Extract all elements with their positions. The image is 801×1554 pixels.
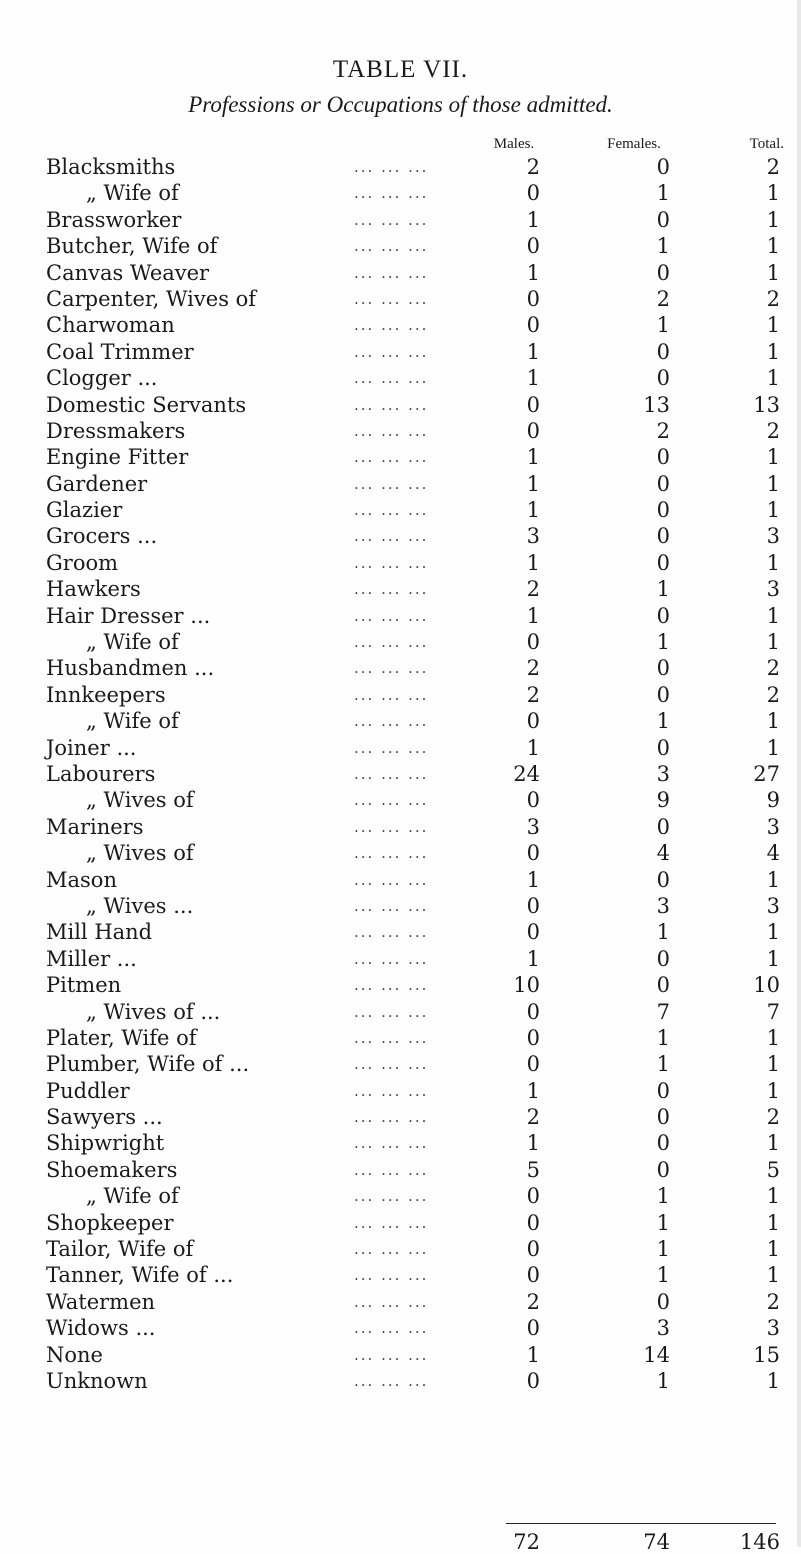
table-row <box>0 339 801 365</box>
females-cell: 1 <box>656 1184 670 1209</box>
females-cell: 0 <box>656 682 670 707</box>
males-cell: 0 <box>526 999 540 1024</box>
leader-dots: ... ... ... <box>354 342 429 361</box>
females-cell: 0 <box>656 814 670 839</box>
occupation-name: Mariners <box>46 814 144 839</box>
table-row <box>0 655 801 681</box>
occupation-name: Tailor, Wife of <box>46 1237 194 1262</box>
females-cell: 1 <box>656 181 670 206</box>
males-cell: 24 <box>513 761 540 786</box>
males-cell: 1 <box>526 1131 540 1156</box>
occupation-name: Pitmen <box>46 973 122 998</box>
leader-dots: ... ... ... <box>354 158 429 176</box>
leader-dots: ... ... ... <box>354 1081 429 1100</box>
females-cell: 0 <box>656 207 670 232</box>
occupation-name: Innkeepers <box>46 682 166 707</box>
males-cell: 2 <box>526 577 540 602</box>
table-row <box>0 1342 801 1368</box>
leader-dots: ... ... ... <box>354 1108 429 1127</box>
occupation-name: „ Wives of ... <box>86 999 221 1024</box>
leader-dots: ... ... ... <box>354 474 429 493</box>
males-cell: 3 <box>526 814 540 839</box>
females-cell: 0 <box>656 155 670 179</box>
total-cell: 1 <box>766 709 780 734</box>
females-cell: 1 <box>656 1210 670 1235</box>
occupation-name: None <box>46 1342 103 1367</box>
females-cell: 0 <box>656 524 670 549</box>
table-row <box>0 1315 801 1341</box>
leader-dots: ... ... ... <box>354 1002 429 1021</box>
occupation-name: Hawkers <box>46 577 141 602</box>
table-row <box>0 1104 801 1130</box>
males-cell: 1 <box>526 1078 540 1103</box>
males-cell: 10 <box>513 973 540 998</box>
females-cell: 0 <box>656 1105 670 1130</box>
table-row <box>0 1025 801 1051</box>
leader-dots: ... ... ... <box>354 976 429 995</box>
females-cell: 3 <box>656 1316 670 1341</box>
females-cell: 1 <box>656 920 670 945</box>
table-row <box>0 946 801 972</box>
leader-dots: ... ... ... <box>354 712 429 731</box>
females-cell: 0 <box>656 339 670 364</box>
females-cell: 1 <box>656 234 670 259</box>
table-row <box>0 1183 801 1209</box>
leader-dots: ... ... ... <box>354 659 429 678</box>
males-cell: 1 <box>526 260 540 285</box>
leader-dots: ... ... ... <box>354 1134 429 1153</box>
total-cell: 1 <box>766 1237 780 1262</box>
occupation-name: Blacksmiths <box>46 155 176 179</box>
occupation-name: Sawyers ... <box>46 1105 163 1130</box>
leader-dots: ... ... ... <box>354 1028 429 1047</box>
total-cell: 3 <box>766 577 780 602</box>
males-cell: 0 <box>526 630 540 655</box>
leader-dots: ... ... ... <box>354 316 429 335</box>
females-cell: 0 <box>656 656 670 681</box>
total-cell: 2 <box>766 656 780 681</box>
occupation-name: „ Wife of <box>86 181 179 206</box>
leader-dots: ... ... ... <box>354 1266 429 1285</box>
table-row <box>0 1368 801 1394</box>
leader-dots: ... ... ... <box>354 949 429 968</box>
total-cell: 3 <box>766 1316 780 1341</box>
females-cell: 0 <box>656 550 670 575</box>
males-cell: 0 <box>526 1210 540 1235</box>
total-cell: 1 <box>766 630 780 655</box>
occupation-name: Engine Fitter <box>46 445 189 470</box>
males-cell: 0 <box>526 1052 540 1077</box>
table-row <box>0 814 801 840</box>
table-row <box>0 392 801 418</box>
total-cell: 1 <box>766 366 780 391</box>
females-cell: 0 <box>656 946 670 971</box>
leader-dots: ... ... ... <box>354 1240 429 1259</box>
females-cell: 7 <box>656 999 670 1024</box>
table-row <box>0 207 801 233</box>
females-cell: 0 <box>656 471 670 496</box>
females-cell: 0 <box>656 366 670 391</box>
total-cell: 1 <box>766 867 780 892</box>
leader-dots: ... ... ... <box>354 501 429 520</box>
leader-dots: ... ... ... <box>354 553 429 572</box>
occupation-name: Coal Trimmer <box>46 339 194 364</box>
males-cell: 1 <box>526 339 540 364</box>
leader-dots: ... ... ... <box>354 844 429 863</box>
table-row <box>0 523 801 549</box>
total-cell: 2 <box>766 418 780 443</box>
occupation-name: Carpenter, Wives of <box>46 286 257 311</box>
occupation-name: „ Wife of <box>86 630 179 655</box>
leader-dots: ... ... ... <box>354 1055 429 1074</box>
total-cell: 15 <box>753 1342 780 1367</box>
females-cell: 0 <box>656 1078 670 1103</box>
total-cell: 7 <box>766 999 780 1024</box>
occupation-name: Unknown <box>46 1368 148 1393</box>
total-cell: 13 <box>753 392 780 417</box>
females-cell: 1 <box>656 577 670 602</box>
table-row <box>0 1130 801 1156</box>
occupation-name: Canvas Weaver <box>46 260 210 285</box>
table-row <box>0 180 801 206</box>
females-cell: 1 <box>656 313 670 338</box>
females-cell: 2 <box>656 286 670 311</box>
leader-dots: ... ... ... <box>354 738 429 757</box>
total-cell: 1 <box>766 445 780 470</box>
occupation-table <box>0 154 801 1394</box>
table-row <box>0 867 801 893</box>
total-cell: 1 <box>766 471 780 496</box>
occupation-name: Dressmakers <box>46 418 186 443</box>
males-cell: 0 <box>526 1368 540 1393</box>
total-cell: 1 <box>766 339 780 364</box>
header-females: Females. <box>607 136 661 152</box>
leader-dots: ... ... ... <box>354 184 429 203</box>
males-cell: 0 <box>526 1316 540 1341</box>
occupation-name: Butcher, Wife of <box>46 234 218 259</box>
occupation-name: Brassworker <box>46 207 182 232</box>
total-cell: 1 <box>766 946 780 971</box>
males-cell: 1 <box>526 445 540 470</box>
table-row <box>0 761 801 787</box>
page-edge <box>797 0 801 1547</box>
table-row <box>0 1236 801 1262</box>
total-cell: 2 <box>766 1105 780 1130</box>
total-cell: 3 <box>766 814 780 839</box>
table-row <box>0 286 801 312</box>
males-cell: 2 <box>526 1289 540 1314</box>
total-cell: 1 <box>766 920 780 945</box>
occupation-name: Miller ... <box>46 946 137 971</box>
occupation-name: Shipwright <box>46 1131 165 1156</box>
females-cell: 1 <box>656 1237 670 1262</box>
occupation-name: Charwoman <box>46 313 175 338</box>
table-row <box>0 629 801 655</box>
leader-dots: ... ... ... <box>354 210 429 229</box>
table-row <box>0 893 801 919</box>
leader-dots: ... ... ... <box>354 448 429 467</box>
table-title: TABLE VII. <box>332 56 469 83</box>
occupation-name: Shopkeeper <box>46 1210 174 1235</box>
total-cell: 10 <box>753 973 780 998</box>
table-row <box>0 840 801 866</box>
males-cell: 2 <box>526 155 540 179</box>
males-cell: 1 <box>526 603 540 628</box>
occupation-name: „ Wife of <box>86 709 179 734</box>
total-cell: 1 <box>766 550 780 575</box>
total-cell: 1 <box>766 207 780 232</box>
table-row <box>0 787 801 813</box>
table-row <box>0 550 801 576</box>
total-cell: 1 <box>766 1131 780 1156</box>
females-cell: 0 <box>656 603 670 628</box>
total-cell: 1 <box>766 1052 780 1077</box>
header-total: Total. <box>749 136 784 152</box>
table-row <box>0 735 801 761</box>
occupation-name: Husbandmen ... <box>46 656 215 681</box>
males-cell: 0 <box>526 1184 540 1209</box>
occupation-name: „ Wife of <box>86 1184 179 1209</box>
total-cell: 1 <box>766 1210 780 1235</box>
males-cell: 0 <box>526 1025 540 1050</box>
males-cell: 0 <box>526 841 540 866</box>
table-row <box>0 999 801 1025</box>
total-cell: 1 <box>766 1078 780 1103</box>
females-cell: 14 <box>643 1342 670 1367</box>
males-cell: 1 <box>526 867 540 892</box>
leader-dots: ... ... ... <box>354 237 429 256</box>
leader-dots: ... ... ... <box>354 1345 429 1364</box>
table-row <box>0 1078 801 1104</box>
total-males: 72 <box>513 1530 540 1554</box>
males-cell: 0 <box>526 418 540 443</box>
females-cell: 0 <box>656 1157 670 1182</box>
table-row <box>0 312 801 338</box>
occupation-name: Tanner, Wife of ... <box>46 1263 234 1288</box>
total-cell: 3 <box>766 893 780 918</box>
table-row <box>0 444 801 470</box>
leader-dots: ... ... ... <box>354 1213 429 1232</box>
leader-dots: ... ... ... <box>354 527 429 546</box>
table-row <box>0 1157 801 1183</box>
total-all: 146 <box>739 1530 780 1554</box>
occupation-name: Grocers ... <box>46 524 158 549</box>
females-cell: 3 <box>656 893 670 918</box>
occupation-name: „ Wives of <box>86 841 194 866</box>
leader-dots: ... ... ... <box>354 1160 429 1179</box>
leader-dots: ... ... ... <box>354 817 429 836</box>
females-cell: 1 <box>656 1052 670 1077</box>
males-cell: 0 <box>526 920 540 945</box>
occupation-name: Groom <box>46 550 119 575</box>
total-cell: 1 <box>766 234 780 259</box>
leader-dots: ... ... ... <box>354 685 429 704</box>
females-cell: 0 <box>656 867 670 892</box>
occupation-name: Labourers <box>46 761 156 786</box>
table-subtitle: Professions or Occupations of those admitted. <box>188 92 613 117</box>
total-cell: 1 <box>766 313 780 338</box>
header-males: Males. <box>493 136 535 152</box>
males-cell: 0 <box>526 788 540 813</box>
males-cell: 2 <box>526 1105 540 1130</box>
total-cell: 1 <box>766 498 780 523</box>
occupation-name: Glazier <box>46 498 123 523</box>
females-cell: 2 <box>656 418 670 443</box>
total-cell: 2 <box>766 155 780 179</box>
leader-dots: ... ... ... <box>354 764 429 783</box>
occupation-name: Plater, Wife of <box>46 1025 197 1050</box>
occupation-name: Gardener <box>46 471 148 496</box>
males-cell: 2 <box>526 682 540 707</box>
occupation-name: Domestic Servants <box>46 392 247 417</box>
males-cell: 1 <box>526 550 540 575</box>
total-cell: 3 <box>766 524 780 549</box>
total-cell: 1 <box>766 1184 780 1209</box>
table-row <box>0 708 801 734</box>
table-row <box>0 233 801 259</box>
males-cell: 0 <box>526 313 540 338</box>
occupation-name: „ Wives ... <box>86 893 194 918</box>
total-cell: 2 <box>766 682 780 707</box>
leader-dots: ... ... ... <box>354 606 429 625</box>
leader-dots: ... ... ... <box>354 263 429 282</box>
table-row <box>0 497 801 523</box>
occupation-name: Widows ... <box>46 1316 156 1341</box>
table-row <box>0 603 801 629</box>
total-cell: 1 <box>766 1368 780 1393</box>
females-cell: 0 <box>656 1131 670 1156</box>
occupation-name: Shoemakers <box>46 1157 178 1182</box>
total-cell: 9 <box>766 788 780 813</box>
total-cell: 27 <box>753 761 780 786</box>
males-cell: 0 <box>526 286 540 311</box>
table-row <box>0 365 801 391</box>
leader-dots: ... ... ... <box>354 896 429 915</box>
occupation-name: Puddler <box>46 1078 130 1103</box>
females-cell: 0 <box>656 260 670 285</box>
males-cell: 0 <box>526 709 540 734</box>
females-cell: 0 <box>656 973 670 998</box>
females-cell: 1 <box>656 1263 670 1288</box>
occupation-name: Clogger ... <box>46 366 158 391</box>
total-cell: 1 <box>766 603 780 628</box>
females-cell: 0 <box>656 445 670 470</box>
leader-dots: ... ... ... <box>354 1319 429 1338</box>
total-cell: 2 <box>766 1289 780 1314</box>
occupation-name: Watermen <box>46 1289 156 1314</box>
males-cell: 1 <box>526 735 540 760</box>
total-cell: 1 <box>766 260 780 285</box>
occupation-name: Mill Hand <box>46 920 153 945</box>
table-row <box>0 418 801 444</box>
females-cell: 0 <box>656 1289 670 1314</box>
females-cell: 4 <box>656 841 670 866</box>
occupation-name: Mason <box>46 867 117 892</box>
females-cell: 1 <box>656 630 670 655</box>
total-females: 74 <box>643 1530 670 1554</box>
males-cell: 1 <box>526 946 540 971</box>
females-cell: 0 <box>656 498 670 523</box>
table-row <box>0 1262 801 1288</box>
leader-dots: ... ... ... <box>354 923 429 942</box>
table-row <box>0 1210 801 1236</box>
males-cell: 1 <box>526 1342 540 1367</box>
occupation-name: „ Wives of <box>86 788 194 813</box>
males-cell: 0 <box>526 181 540 206</box>
table-row <box>0 972 801 998</box>
total-cell: 1 <box>766 735 780 760</box>
females-cell: 13 <box>643 392 670 417</box>
table-row <box>0 471 801 497</box>
leader-dots: ... ... ... <box>354 369 429 388</box>
males-cell: 0 <box>526 234 540 259</box>
males-cell: 5 <box>526 1157 540 1182</box>
occupation-name: Hair Dresser ... <box>46 603 211 628</box>
leader-dots: ... ... ... <box>354 1292 429 1311</box>
total-cell: 1 <box>766 181 780 206</box>
males-cell: 1 <box>526 366 540 391</box>
females-cell: 1 <box>656 1025 670 1050</box>
leader-dots: ... ... ... <box>354 580 429 599</box>
females-cell: 1 <box>656 709 670 734</box>
occupation-name: Plumber, Wife of ... <box>46 1052 250 1077</box>
table-row <box>0 919 801 945</box>
males-cell: 0 <box>526 392 540 417</box>
leader-dots: ... ... ... <box>354 791 429 810</box>
females-cell: 9 <box>656 788 670 813</box>
males-cell: 1 <box>526 498 540 523</box>
table-row <box>0 1289 801 1315</box>
leader-dots: ... ... ... <box>354 1187 429 1206</box>
occupation-name: Joiner ... <box>46 735 137 760</box>
total-cell: 2 <box>766 286 780 311</box>
females-cell: 3 <box>656 761 670 786</box>
males-cell: 3 <box>526 524 540 549</box>
males-cell: 0 <box>526 1263 540 1288</box>
total-cell: 4 <box>766 841 780 866</box>
males-cell: 2 <box>526 656 540 681</box>
leader-dots: ... ... ... <box>354 421 429 440</box>
males-cell: 0 <box>526 1237 540 1262</box>
leader-dots: ... ... ... <box>354 395 429 414</box>
table-row <box>0 576 801 602</box>
total-cell: 5 <box>766 1157 780 1182</box>
table-row <box>0 154 801 180</box>
leader-dots: ... ... ... <box>354 289 429 308</box>
leader-dots: ... ... ... <box>354 870 429 889</box>
leader-dots: ... ... ... <box>354 1371 429 1390</box>
males-cell: 0 <box>526 893 540 918</box>
females-cell: 0 <box>656 735 670 760</box>
leader-dots: ... ... ... <box>354 633 429 652</box>
table-row <box>0 260 801 286</box>
table-row <box>0 1051 801 1077</box>
totals-rule <box>506 1523 776 1524</box>
total-cell: 1 <box>766 1263 780 1288</box>
table-row <box>0 682 801 708</box>
total-cell: 1 <box>766 1025 780 1050</box>
males-cell: 1 <box>526 207 540 232</box>
males-cell: 1 <box>526 471 540 496</box>
females-cell: 1 <box>656 1368 670 1393</box>
